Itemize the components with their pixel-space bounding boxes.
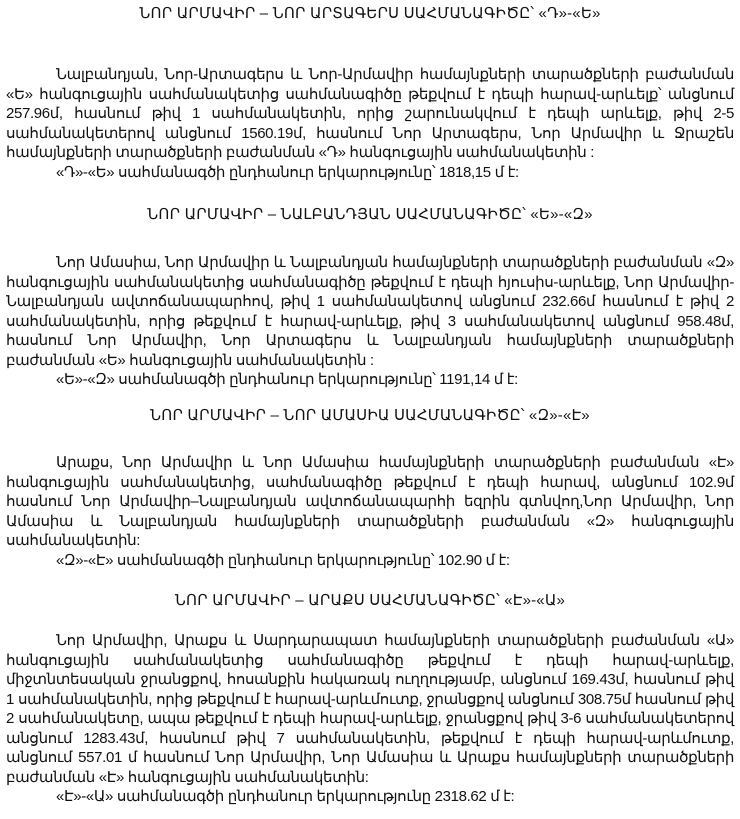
section-paragraph <box>6 453 734 570</box>
total-length-text: «Ե»-«Զ» սահմանագծի ընդհանուր երկարությունը՝ 1191,14 մ է: <box>56 371 518 388</box>
total-length-text: «Է»-«Ա» սահմանագծի ընդհանուր երկարությունը 2318.62 մ է: <box>56 788 515 805</box>
section-paragraph <box>6 65 734 182</box>
section-heading: ՆՈՐ ԱՐՄԱՎԻՐ – ՆՈՐ ԱՐՏԱԳԵՐՍ ՍԱՀՄԱՆԱԳԻԾԸ՝ «Դ»-«Ե» <box>139 5 601 22</box>
total-length-text: «Դ»-«Ե» սահմանագծի ընդհանուր երկարությունը՝ 1818,15 մ է: <box>56 163 519 181</box>
paragraph-text: Նոր Արմավիր, Արաքս և Սարդարապատ համայնքների տարածքների բաժանման «Ա» հանգուցային սահմանակետից սահմանագիծը թեքվում է դեպի հարավ-արևելք, միջտնտեսական ջրանցքով, հոսանքին հակառակ ուղղությամբ, անցնում 169.43մ, հասնում թիվ 1 սահմանակետին, որից թեքվում է հարավ-արևմուտք, ջրանցքով անցնում 308.75մ հասնում թիվ 2 սահմանակետը, ապա թեքվում է դեպի հարավ-արևելք, ջրանցքով թիվ 3-6 սահմանակետերով անցնում 1283.43մ, հասնում թիվ 7 սահմանակետին, թեքվում է դեպի հարավ-արևմուտք, անցնում 557.01 մ հասնում Նոր Արմավիր, Նոր Ամասիա և Արաքս համայնքների տարածքների բաժանման «Է» հանգուցային սահմանակետին: <box>6 632 734 786</box>
section-heading: ՆՈՐ ԱՐՄԱՎԻՐ – ԱՐԱՔՍ ՍԱՀՄԱՆԱԳԻԾԸ՝ «Է»-«Ա» <box>174 592 566 609</box>
paragraph-text: Նոր Ամասիա, Նոր Արմավիր և Նալբանդյան համայնքների տարածքների բաժանման «Զ» հանգուցային սահմանակետից սահմանագիծը թեքվում է դեպի հյուսիս-արևելք, Նոր Արմավիր- Նալբանդյան ավտոճանապարհով, թիվ 1 սահմանակետով անցնում 232.66մ հասնում է թիվ 2 սահմանակետին, որից թեքվում է հարավ-արևելք, թիվ 3 սահմանակետով անցնում 958.48մ, հասնում Նոր Արմավիր, Նոր Արտագերս և Նալբանդյան համայնքների տարածքների բաժանման «Ե» հանգուցային սահմանակետին : <box>6 254 734 369</box>
total-length-text: «Զ»-«Է» սահմանագծի ընդհանուր երկարությունը՝ 102.90 մ է: <box>56 551 510 569</box>
paragraph-text: Նալբանդյան, Նոր-Արտագերս և Նոր-Արմավիր համայնքների տարածքների բաժանման «Ե» հանգուցային սահմանակետից սահմանագիծը թեքվում է դեպի հարավ-արևելք՝ անցնում 257.96մ, հասնում թիվ 1 սահմանակետին, որից շարունակվում է դեպի արևելք, թիվ 2-5 սահմանակետերով անցնում 1560.19մ, հասնում Նոր Արտագերս, Նոր Արմավիր և Ջրաշեն համայնքների տարածքների բաժանման «Դ» հանգուցային սահմանակետին : <box>6 66 734 161</box>
section-paragraph <box>6 631 734 807</box>
section-heading: ՆՈՐ ԱՐՄԱՎԻՐ – ՆՈՐ ԱՄԱՍԻԱ ՍԱՀՄԱՆԱԳԻԾԸ՝ «Զ»-«Է» <box>150 407 590 424</box>
section-paragraph <box>6 253 734 390</box>
paragraph-text: Արաքս, Նոր Արմավիր և Նոր Ամասիա համայնքների տարածքների բաժանման «Է» հանգուցային սահմանակետից, սահմանագիծը թեքվում է դեպի հարավ, անցնում 102.9մ հասնում Նոր Արմավիր–Նալբանդյան ավտոճանապարհի եզրին գտնվող,Նոր Արմավիր, Նոր Ամասիա և Նալբանդյան համայնքների տարածքների բաժանման «Զ» հանգուցային սահմանակետին: <box>6 454 734 549</box>
section-heading: ՆՈՐ ԱՐՄԱՎԻՐ – ՆԱԼԲԱՆԴՅԱՆ ՍԱՀՄԱՆԱԳԻԾԸ՝ «Ե»-«Զ» <box>147 206 593 223</box>
